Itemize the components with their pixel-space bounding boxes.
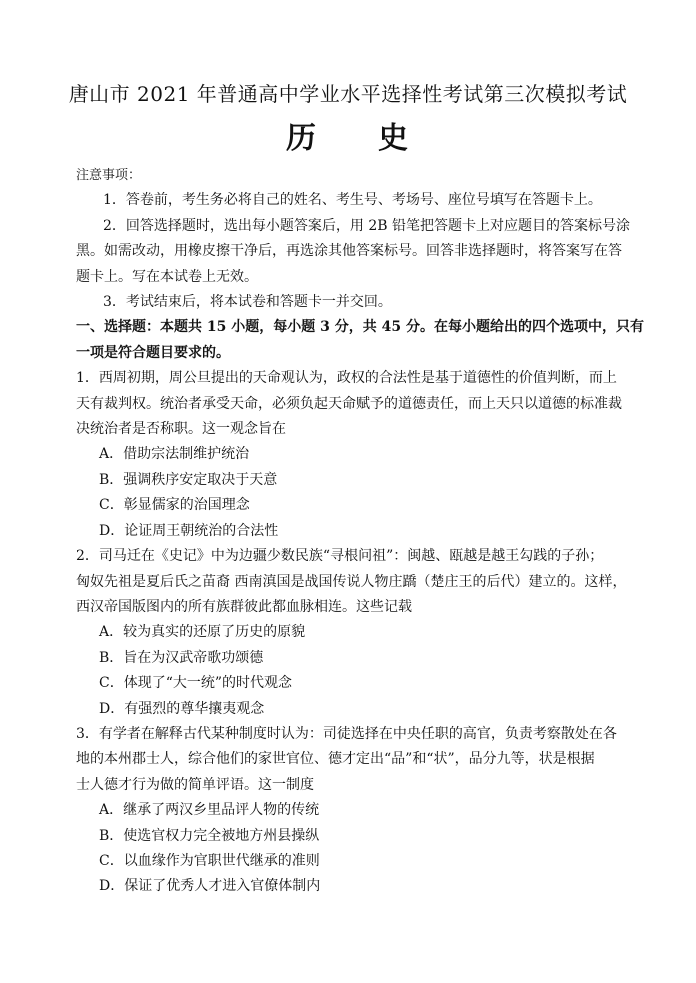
option-b: B．强调秩序安定取决于天意 [99,471,278,488]
option-b: B．使选官权力完全被地方州县操纵 [99,827,320,844]
notice-line: 3．考试结束后，将本试卷和答题卡一并交回。 [103,294,392,311]
exam-body [76,163,644,900]
option-c: C．彰显儒家的治国理念 [99,497,250,514]
question-stem-line: 匈奴先祖是夏后氏之苗裔 西南滇国是战国传说人物庄蹻（楚庄王的后代）建立的。这样， [76,573,627,590]
notice-line: 题卡上。写在本试卷上无效。 [76,268,258,285]
notice-heading: 注意事项： [76,168,142,183]
option-a: A．较为真实的还原了历史的原貌 [99,624,306,641]
question-stem-line: 2．司马迁在《史记》中为边疆少数民族“寻根问祖”：闽越、瓯越是越王勾践的子孙； [76,548,604,565]
option-a: A．借助宗法制维护统治 [99,446,250,463]
exam-title: 唐山市 2021 年普通高中学业水平选择性考试第三次模拟考试 [68,82,628,106]
section-heading: 一项是符合题目要求的。 [76,344,230,361]
question-stem-line: 3．有学者在解释古代某种制度时认为：司徒选择在中央任职的高官，负责考察散处在各 [76,725,617,742]
section-heading: 一、选择题：本题共 15 小题，每小题 3 分，共 45 分。在每小题给出的四个选项中，只有 [76,319,644,336]
option-d: D．有强烈的尊华攘夷观念 [99,700,265,717]
option-d: D．保证了优秀人才进入官僚体制内 [99,878,321,895]
question-2 [76,544,627,722]
option-c: C．体现了“大一统”的时代观念 [99,675,293,692]
question-stem-line: 西汉帝国版图内的所有族群彼此都血脉相连。这些记载 [76,598,412,615]
notice-line: 2．回答选择题时，选出每小题答案后，用 2B 铅笔把答题卡上对应题目的答案标号涂 [103,217,631,234]
option-c: C．以血缘作为官职世代继承的准则 [99,852,320,869]
subject-char-1: 历 [286,121,318,156]
option-d: D．论证周王朝统治的合法性 [99,522,279,539]
question-stem-line: 决统治者是否称职。这一观念旨在 [76,421,286,438]
question-stem-line: 1．西周初期，周公旦提出的天命观认为，政权的合法性是基于道德性的价值判断，而上 [76,370,617,387]
question-stem-line: 地的本州郡士人，综合他们的家世官位、德才定出“品”和“状”，品分九等，状是根据 [76,751,595,768]
option-b: B．旨在为汉武帝歌功颂德 [99,649,264,666]
notice-line: 黑。如需改动，用橡皮擦干净后，再选涂其他答案标号。回答非选择题时，将答案写在答 [76,243,622,260]
question-stem-line: 士人德才行为做的简单评语。这一制度 [76,776,314,793]
notice-line: 1．答卷前，考生务必将自己的姓名、考生号、考场号、座位号填写在答题卡上。 [103,192,602,209]
question-stem-line: 天有裁判权。统治者承受天命，必须负起天命赋予的道德责任，而上天只以道德的标准裁 [76,395,622,412]
subject-char-2: 史 [378,121,410,156]
subject-title [0,113,696,157]
question-3 [76,722,620,900]
question-1 [76,366,620,544]
option-a: A．继承了两汉乡里品评人物的传统 [99,802,320,819]
